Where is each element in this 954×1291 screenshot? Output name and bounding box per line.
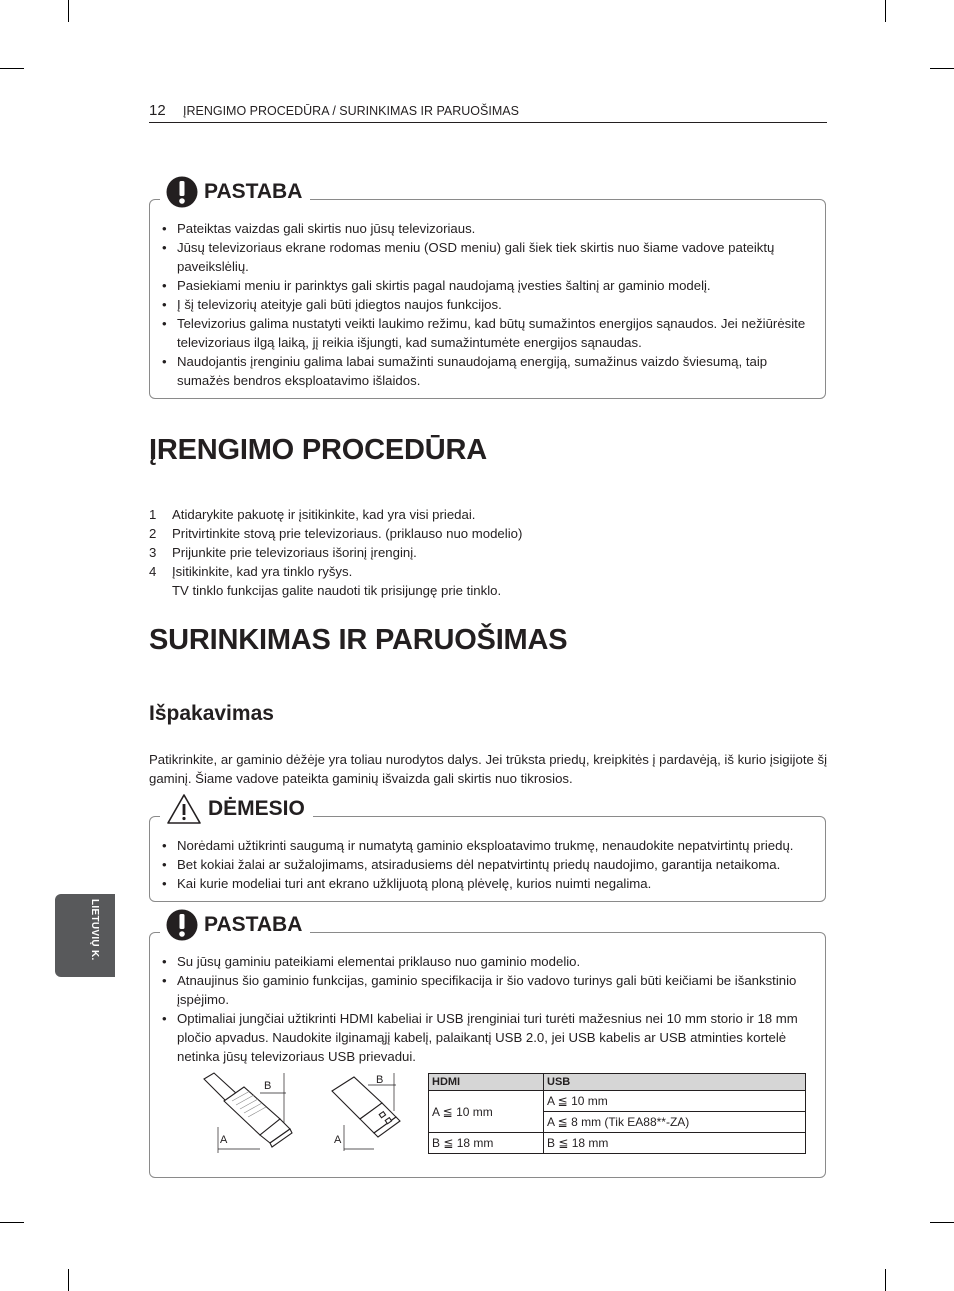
section-title-installation: ĮRENGIMO PROCEDŪRA	[149, 434, 487, 466]
list-item: • Optimaliai jungčiai užtikrinti HDMI kabeliai ir USB įrenginiai turi turėti mažesnius nei 10 mm storio ir 18 mm pločio apvadus. Naudokite ilginamąjį kabelį, palaikantį USB 2.0, jei USB kabelis ar USB atminties kortelė netinka jūsų televizoriaus USB prievadui.	[162, 1009, 815, 1066]
step-sub-text: TV tinklo funkcijas galite naudoti tik prisijungę prie tinklo.	[172, 583, 502, 598]
note-label: PASTABA	[204, 180, 303, 203]
table-cell: A ≦ 10 mm	[429, 1091, 544, 1133]
language-side-tab	[55, 894, 115, 977]
list-item: • Kai kurie modeliai turi ant ekrano užklijuotą ploną plėvelę, kurios nuimti negalima.	[162, 874, 815, 893]
crop-mark	[930, 1222, 954, 1223]
connector-size-table	[428, 1073, 806, 1154]
crop-mark	[930, 68, 954, 69]
crop-mark	[885, 0, 886, 22]
list-item: • Televizorius galima nustatyti veikti laukimo režimu, kad būtų sumažintos energijos sąnaudos. Jei nežiūrėsite televizoriaus ilgą laiką, jį reikia išjungti, kad sumažintumėte energijos sąnaudas.	[162, 314, 815, 352]
exclamation-icon	[166, 909, 198, 941]
step-item: 3 Prijunkite prie televizoriaus išorinį įrenginį.	[149, 545, 417, 560]
note-list	[162, 952, 815, 1066]
list-item: • Norėdami užtikrinti saugumą ir numatytą gaminio eksploatavimo trukmę, nenaudokite nepatvirtintų priedų.	[162, 836, 815, 855]
list-item: • Bet kokiai žalai ar sužalojimams, atsiradusiems dėl nepatvirtintų priedų naudojimo, garantija netaikoma.	[162, 855, 815, 874]
list-item: • Pateiktas vaizdas gali skirtis nuo jūsų televizoriaus.	[162, 219, 815, 238]
table-row	[429, 1133, 806, 1154]
step-item: 1 Atidarykite pakuotę ir įsitikinkite, kad yra visi priedai.	[149, 507, 476, 522]
list-item: • Atnaujinus šio gaminio funkcijas, gaminio specifikacija ir šio vadovo turinys gali būti keičiami be išankstinio įspėjimo.	[162, 971, 815, 1009]
page-header	[149, 102, 827, 123]
table-row	[429, 1091, 806, 1112]
step-item: 4 Įsitikinkite, kad yra tinklo ryšys.	[149, 564, 353, 579]
caution-label: DĖMESIO	[208, 797, 305, 820]
table-cell: B ≦ 18 mm	[544, 1133, 806, 1154]
caution-list	[162, 836, 815, 893]
subsection-title-unpacking: Išpakavimas	[149, 702, 274, 725]
list-item: • Pasiekiami meniu ir parinktys gali skirtis pagal naudojamą įvesties šaltinį ar gaminio modelį.	[162, 276, 815, 295]
table-header-row	[429, 1074, 806, 1091]
list-item: • Naudojantis įrenginiu galima labai sumažinti sunaudojamą energiją, sumažinus vaizdo šviesumą, taip sumažės bendros eksploatavimo išlaidos.	[162, 352, 815, 390]
section-title-assembly: SURINKIMAS IR PARUOŠIMAS	[149, 624, 568, 656]
crop-mark	[68, 0, 69, 22]
table-cell: A ≦ 10 mm	[544, 1091, 806, 1112]
exclamation-icon	[166, 176, 198, 208]
list-item: • Su jūsų gaminiu pateikiami elementai priklauso nuo gaminio modelio.	[162, 952, 815, 971]
caution-box	[149, 797, 826, 902]
warning-triangle-icon	[166, 793, 202, 825]
dimension-label-b: B	[264, 1080, 272, 1092]
note-header	[160, 176, 310, 208]
dimension-label-a: A	[220, 1134, 228, 1146]
unpacking-paragraph: Patikrinkite, ar gaminio dėžėje yra toliau nurodytos dalys. Jei trūksta priedų, kreipkitės į pardavėją, iš kurio įsigijote šį gaminį. Šiame vadove pateikta gaminių išvaizda gali skirtis nuo tikrosios.	[149, 752, 828, 786]
dimension-label-b: B	[376, 1074, 384, 1086]
hdmi-connector-illustration	[198, 1071, 308, 1155]
list-item: • Jūsų televizoriaus ekrane rodomas meniu (OSD meniu) gali šiek tiek skirtis nuo šiame vadove pateiktų paveikslėlių.	[162, 238, 815, 276]
crop-mark	[0, 1222, 24, 1223]
crop-mark	[0, 68, 24, 69]
note-label: PASTABA	[204, 913, 303, 936]
table-cell: A ≦ 8 mm (Tik EA88**-ZA)	[544, 1112, 806, 1133]
step-item: 2 Pritvirtinkite stovą prie televizoriaus. (priklauso nuo modelio)	[149, 526, 523, 541]
crop-mark	[68, 1269, 69, 1291]
dimension-label-a: A	[334, 1134, 342, 1146]
table-cell: B ≦ 18 mm	[429, 1133, 544, 1154]
note-list	[162, 219, 815, 390]
note-box	[149, 913, 826, 1178]
table-header: HDMI	[429, 1074, 544, 1091]
note-header	[160, 909, 310, 941]
language-label: LIETUVIŲ K.	[89, 899, 100, 961]
note-box	[149, 180, 826, 399]
usb-device-illustration	[330, 1071, 422, 1155]
steps-list	[149, 505, 522, 600]
running-title: ĮRENGIMO PROCEDŪRA / SURINKIMAS IR PARUOŠIMAS	[183, 104, 519, 118]
crop-mark	[885, 1269, 886, 1291]
list-item: • Į šį televizorių ateityje gali būti įdiegtos naujos funkcijos.	[162, 295, 815, 314]
table-header: USB	[544, 1074, 806, 1091]
page-number: 12	[149, 102, 166, 119]
caution-header	[160, 793, 313, 825]
